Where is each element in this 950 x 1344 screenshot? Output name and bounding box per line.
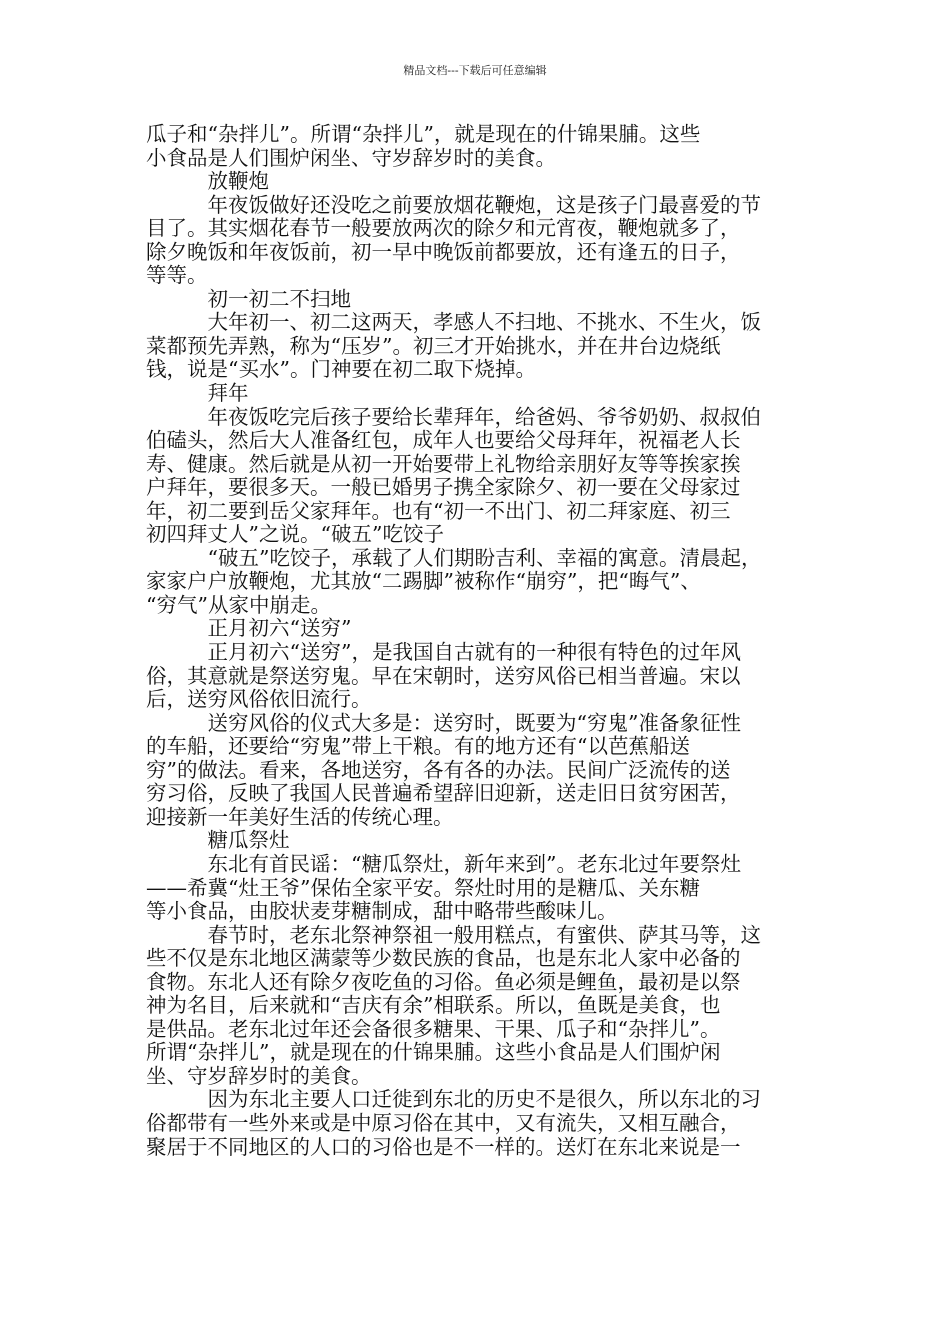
text-line: 年，初二要到岳父家拜年。也有“初一不出门、初二拜家庭、初三: [146, 498, 731, 523]
text-line: 菜都预先弄熟，称为“压岁”。初三才开始挑水，并在井台边烧纸: [146, 333, 721, 358]
text-line: 除夕晚饭和年夜饭前，初一早中晚饭前都要放，还有逢五的日子，: [146, 239, 741, 264]
text-line: 家家户户放鞭炮，尤其放“二踢脚”被称作“崩穷”，把“晦气”、: [146, 569, 701, 594]
text-line: 糖瓜祭灶: [146, 828, 290, 853]
text-line: 的车船，还要给“穷鬼”带上干粮。有的地方还有“以芭蕉船送: [146, 734, 690, 759]
text-line: 等等。: [146, 263, 208, 288]
text-line: 神为名目，后来就和“吉庆有余”相联系。所以，鱼既是美食，也: [146, 993, 721, 1018]
text-line: 年夜饭做好还没吃之前要放烟花鞭炮，这是孩子门最喜爱的节: [146, 192, 761, 217]
text-line: 等小食品，由胶状麦芽糖制成，甜中略带些酸味儿。: [146, 899, 618, 924]
text-line: 俗，其意就是祭送穷鬼。早在宋朝时，送穷风俗已相当普遍。宋以: [146, 663, 741, 688]
text-line: 放鞭炮: [146, 169, 269, 194]
text-line: 食物。东北人还有除夕夜吃鱼的习俗。鱼必须是鲤鱼，最初是以祭: [146, 969, 741, 994]
text-line: 拜年: [146, 381, 249, 406]
text-line: 是供品。老东北过年还会备很多糖果、干果、瓜子和“杂拌儿”。: [146, 1016, 721, 1041]
text-line: 东北有首民谣：“糖瓜祭灶，新年来到”。老东北过年要祭灶: [146, 851, 741, 876]
text-line: 目了。其实烟花春节一般要放两次的除夕和元宵夜，鞭炮就多了，: [146, 216, 741, 241]
text-line: 穷习俗，反映了我国人民普遍希望辞旧迎新，送走旧日贫穷困苦，: [146, 781, 741, 806]
text-line: 因为东北主要人口迁徙到东北的历史不是很久，所以东北的习: [146, 1087, 761, 1112]
text-line: 户拜年，要很多天。一般已婚男子携全家除夕、初一要在父母家过: [146, 475, 741, 500]
text-line: 俗都带有一些外来或是中原习俗在其中，又有流失，又相互融合，: [146, 1110, 741, 1135]
text-line: 春节时，老东北祭神祭祖一般用糕点，有蜜供、萨其马等，这: [146, 922, 761, 947]
text-line: “穷气”从家中崩走。: [146, 592, 331, 617]
text-line: 所谓“杂拌儿”，就是现在的什锦果脯。这些小食品是人们围炉闲: [146, 1040, 721, 1065]
text-line: 瓜子和“杂拌儿”。所谓“杂拌儿”，就是现在的什锦果脯。这些: [146, 122, 701, 146]
text-line: 送穷风俗的仪式大多是：送穷时，既要为“穷鬼”准备象征性: [146, 710, 741, 735]
document-body: [146, 123, 826, 1159]
text-line: ——希冀“灶王爷”保佑全家平安。祭灶时用的是糖瓜、关东糖: [146, 875, 700, 900]
text-line: 寿、健康。然后就是从初一开始要带上礼物给亲朋好友等等挨家挨: [146, 451, 741, 476]
text-line: 初四拜丈人”之说。“破五”吃饺子: [146, 522, 444, 547]
text-line: “破五”吃饺子，承载了人们期盼吉利、幸福的寓意。清晨起，: [146, 545, 762, 570]
text-line: 聚居于不同地区的人口的习俗也是不一样的。送灯在东北来说是一: [146, 1134, 741, 1159]
text-line: 小食品是人们围炉闲坐、守岁辞岁时的美食。: [146, 145, 556, 170]
text-line: 正月初六“送穷”，是我国自古就有的一种很有特色的过年风: [146, 640, 741, 665]
text-line: 坐、守岁辞岁时的美食。: [146, 1063, 372, 1088]
text-line: 后，送穷风俗依旧流行。: [146, 687, 372, 712]
text-line: 伯磕头，然后大人准备红包，成年人也要给父母拜年，祝福老人长: [146, 428, 741, 453]
page-header: 精品文档---下载后可任意编辑: [403, 64, 547, 77]
text-line: 大年初一、初二这两天，孝感人不扫地、不挑水、不生火，饭: [146, 310, 761, 335]
text-line: 迎接新一年美好生活的传统心理。: [146, 804, 454, 829]
text-line: 些不仅是东北地区满蒙等少数民族的食品，也是东北人家中必备的: [146, 946, 741, 971]
text-line: 穷”的做法。看来，各地送穷，各有各的办法。民间广泛流传的送: [146, 757, 731, 782]
text-line: 初一初二不扫地: [146, 286, 351, 311]
text-line: 年夜饭吃完后孩子要给长辈拜年，给爸妈、爷爷奶奶、叔叔伯: [146, 404, 761, 429]
text-line: 钱，说是“买水”。门神要在初二取下烧掉。: [146, 357, 536, 382]
text-line: 正月初六“送穷”: [146, 616, 352, 641]
